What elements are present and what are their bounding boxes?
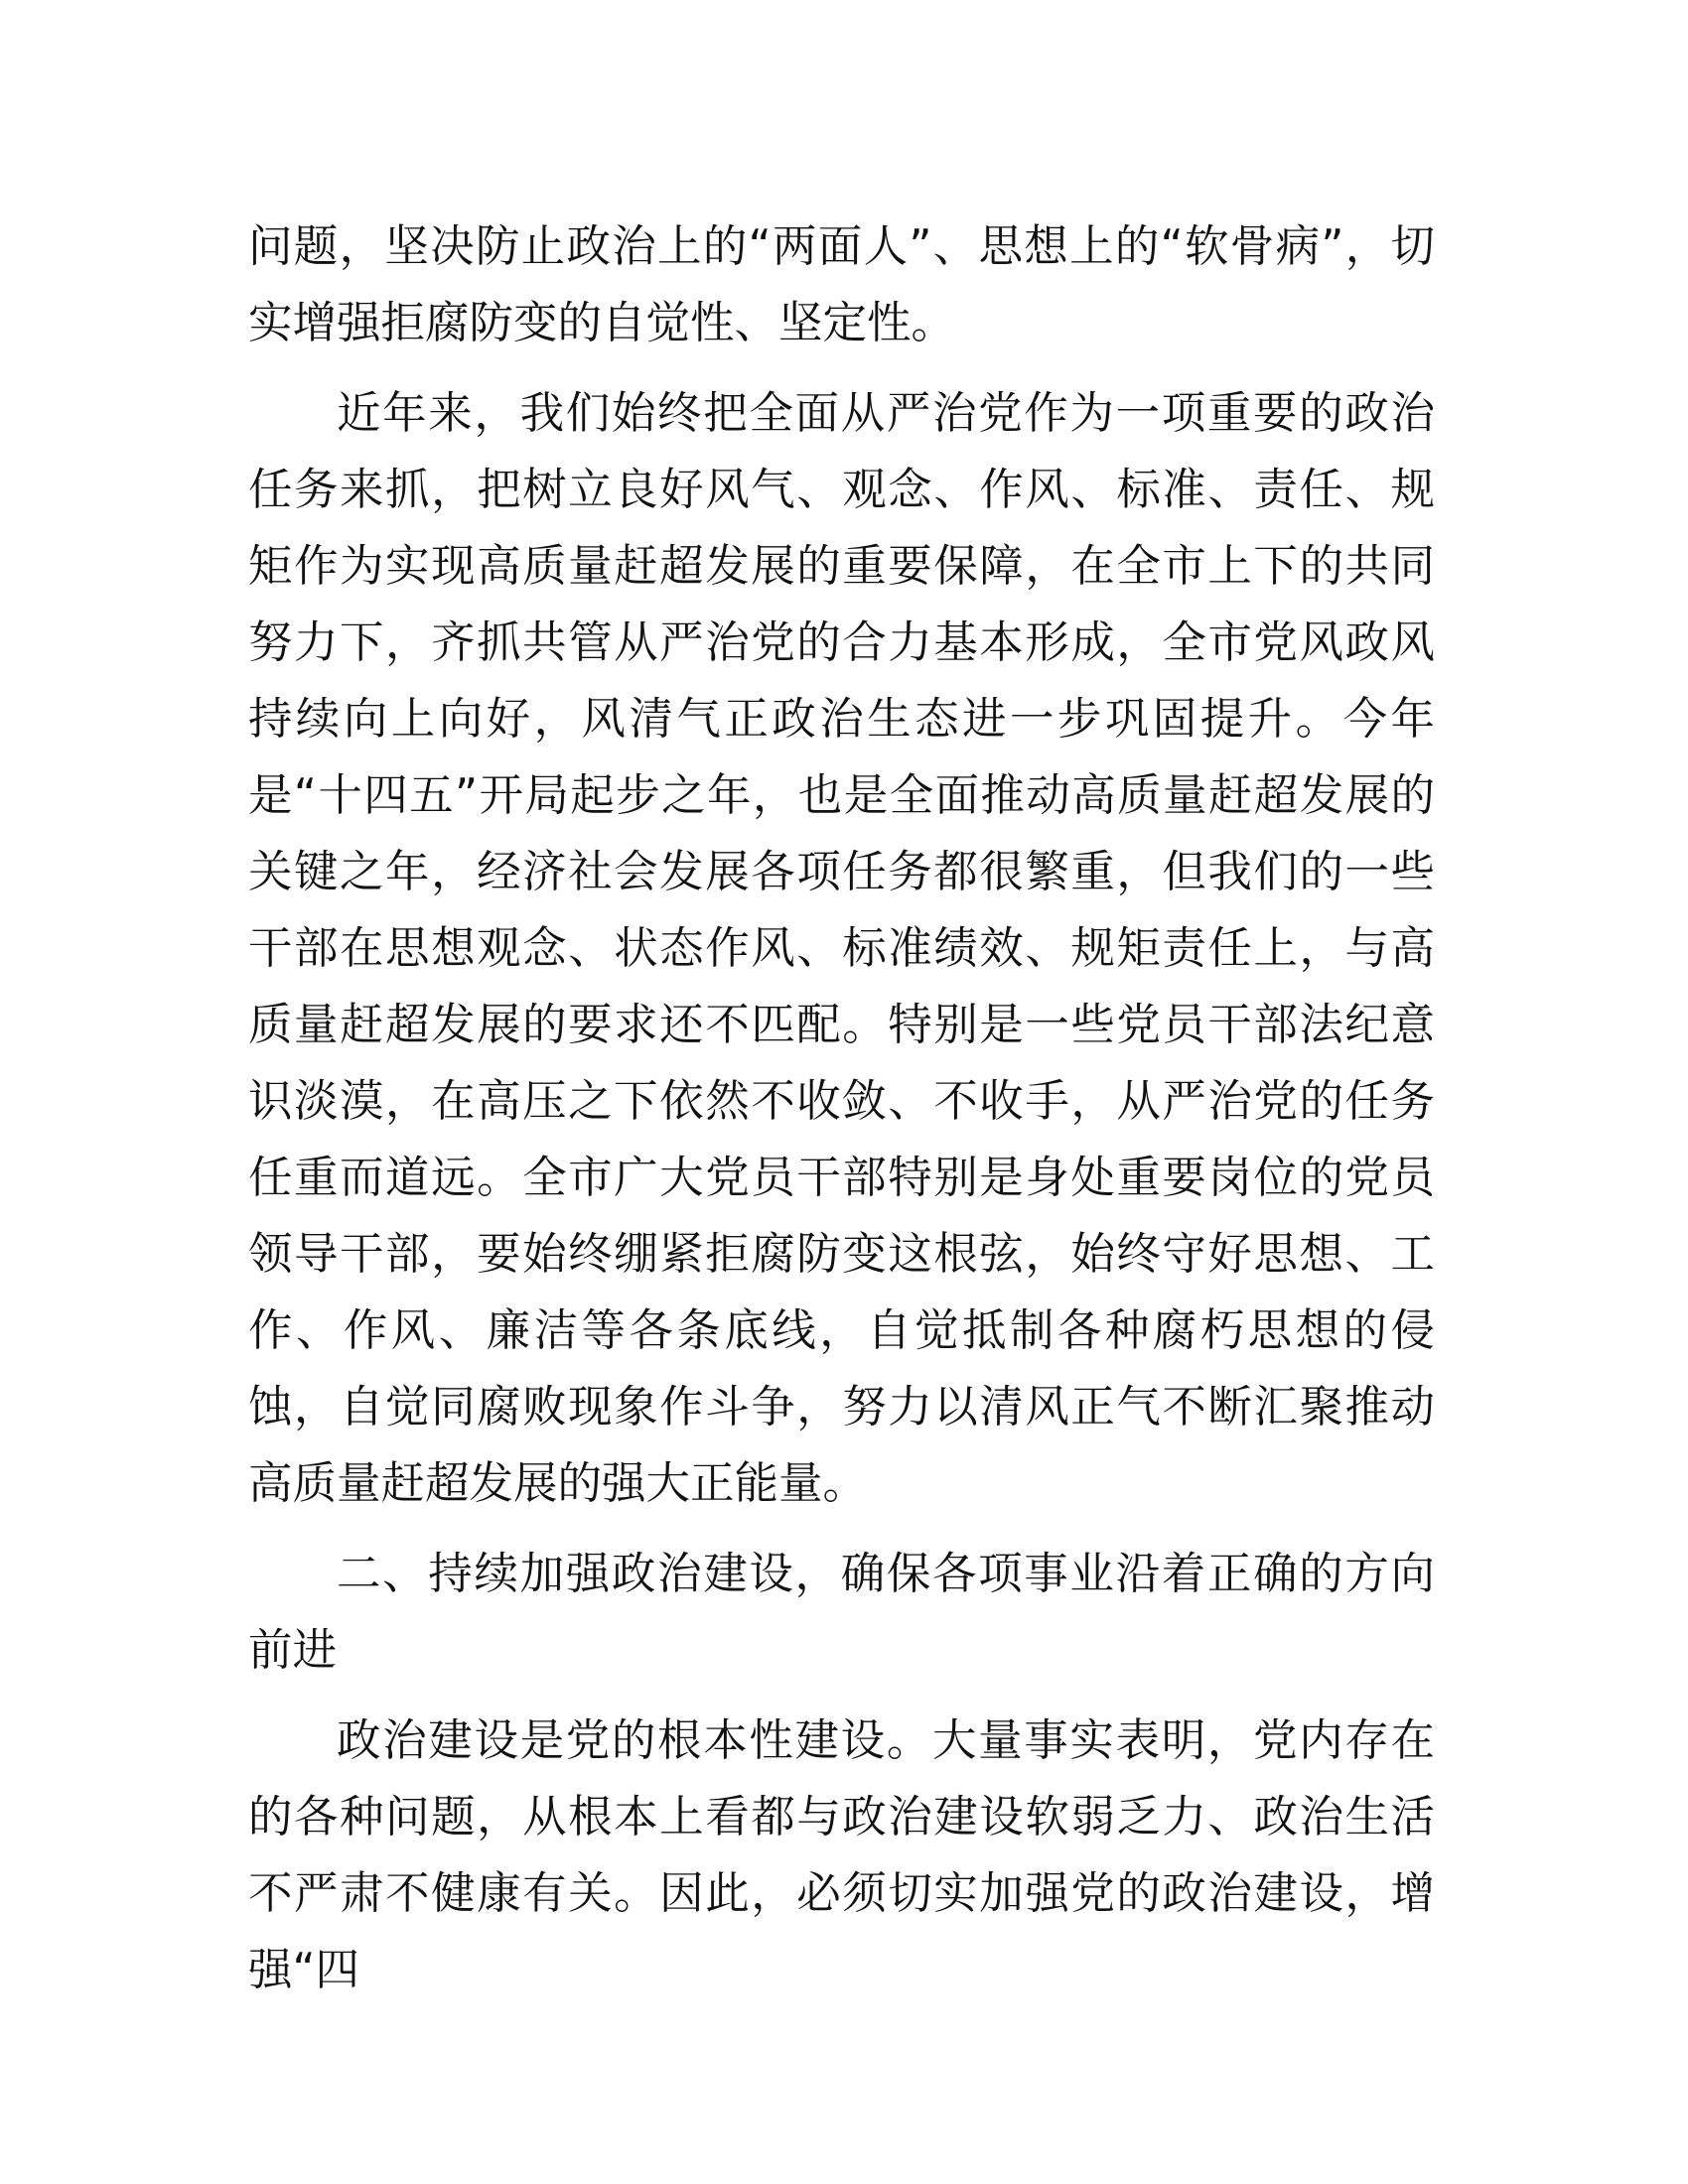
paragraph-anti-corruption: 近年来，我们始终把全面从严治党作为一项重要的政治任务来抓，把树立良好风气、观念、作风、标准、责任、规矩作为实现高质量赶超发展的重要保障，在全市上下的共同努力下，齐抓共管从严治党的合力基本形成，全市党风政风持续向上向好，风清气正政治生态进一步巩固提升。今年是“十四五”开局起步之年，也是全面推动高质量赶超发展的关键之年，经济社会发展各项任务都很繁重，但我们的一些干部在思想观念、状态作风、标准绩效、规矩责任上，与高质量赶超发展的要求还不匹配。特别是一些党员干部法纪意识淡漠，在高压之下依然不收敛、不收手，从严治党的任务任重而道远。全市广大党员干部特别是身处重要岗位的党员领导干部，要始终绷紧拒腐防变这根弦，始终守好思想、工作、作风、廉洁等各条底线，自觉抵制各种腐朽思想的侵蚀，自觉同腐败现象作斗争，努力以清风正气不断汇聚推动高质量赶超发展的强大正能量。 [248, 388, 1435, 1509]
paragraph-political-building: 政治建设是党的根本性建设。大量事实表明，党内存在的各种问题，从根本上看都与政治建设软弱乏力、政治生活不严肃不健康有关。因此，必须切实加强党的政治建设，增强“四 [248, 1715, 1435, 1995]
section-heading-political-building: 二、持续加强政治建设，确保各项事业沿着正确的方向前进 [248, 1549, 1435, 1676]
document-body [248, 208, 1435, 2022]
paragraph-continuation: 问题，坚决防止政治上的“两面人”、思想上的“软骨病”，切实增强拒腐防变的自觉性、坚定性。 [248, 221, 1435, 348]
